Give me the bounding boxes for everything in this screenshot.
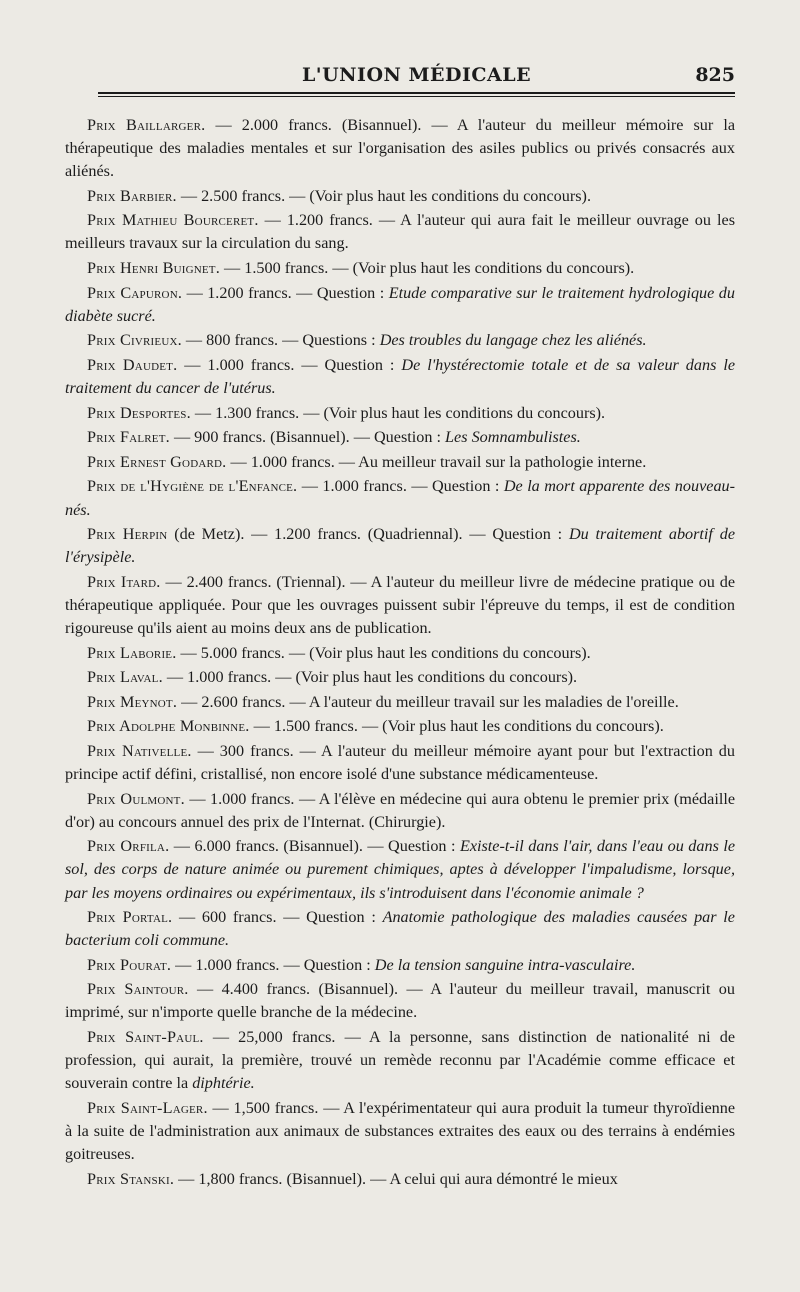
- prize-name: Prix Itard.: [87, 572, 161, 591]
- prize-name: Prix Stanski.: [87, 1169, 175, 1188]
- prize-entry: [65, 835, 735, 904]
- prize-description: — 4.400 francs. (Bisannuel). — A l'auteur du meilleur travail, manuscrit ou imprimé, sur n'importe quelle branche de la médecine.: [65, 980, 735, 1022]
- prize-name: Prix Henri Buignet.: [87, 259, 220, 278]
- prize-entry: [65, 185, 735, 208]
- prize-entry: [65, 402, 735, 425]
- prize-name: Prix Saintour.: [87, 980, 189, 999]
- prize-entry: [65, 451, 735, 474]
- prize-entry: [65, 1097, 735, 1166]
- prize-description: (de Metz). — 1.200 francs. (Quadriennal). — Question :: [174, 525, 563, 544]
- prize-entry: [65, 354, 735, 400]
- prize-description: — 1,500 francs. — A l'expérimentateur qui aura produit la tumeur thyroïdienne à la suite de l'administration aux animaux de substances extraites des eaux ou des terrains à endémies goitreuses.: [65, 1098, 736, 1164]
- prize-name: Prix Laborie.: [87, 643, 177, 662]
- prize-description: — 6.000 francs. (Bisannuel). — Question :: [173, 837, 456, 856]
- prize-description: — 25,000 francs. — A la personne, sans distinction de nationalité ni de profession, qui aurait, la première, trouvé un remède reconnu par l'Académie comme efficace et souverain contre la: [65, 1028, 736, 1093]
- prize-description: — 1.000 francs. — Question :: [175, 955, 371, 974]
- prize-question: Anatomie pathologique des maladies causées par le bacterium coli commune.: [65, 908, 735, 950]
- journal-title: L'UNION MÉDICALE: [301, 64, 532, 86]
- prize-name: Prix Pourat.: [87, 955, 172, 974]
- prize-name: Prix Ernest Godard.: [87, 452, 227, 471]
- prize-entry: [65, 329, 735, 352]
- prize-description: — 1.500 francs. — (Voir plus haut les conditions du concours).: [253, 717, 664, 736]
- prize-entry: [65, 475, 735, 521]
- prize-entry: [65, 523, 735, 569]
- prize-name: Prix Mathieu Bourceret.: [87, 211, 259, 230]
- prize-question: Etude comparative sur le traitement hydrologique du diabète sucré.: [65, 283, 735, 325]
- prize-list: [65, 114, 735, 1192]
- prize-name: Prix de l'Hygiène de l'Enfance.: [87, 477, 298, 496]
- prize-name: Prix Portal.: [87, 908, 173, 927]
- prize-entry: [65, 906, 735, 952]
- prize-name: Prix Falret.: [87, 428, 170, 447]
- prize-entry: [65, 282, 735, 328]
- prize-description: — 300 francs. — A l'auteur du meilleur mémoire ayant pour but l'extraction du principe actif défini, cristallisé, non encore isolé d'une substance médicamenteuse.: [65, 741, 735, 784]
- prize-name: Prix Civrieux.: [87, 331, 182, 350]
- prize-question: Des troubles du langage chez les aliénés.: [379, 331, 647, 350]
- prize-question: De la mort apparente des nouveau-nés.: [65, 477, 736, 519]
- prize-description: — 1.500 francs. — (Voir plus haut les conditions du concours).: [224, 259, 635, 278]
- prize-entry: [65, 571, 735, 640]
- prize-question: Les Somnambulistes.: [445, 428, 581, 447]
- prize-name: Prix Barbier.: [87, 186, 177, 205]
- prize-name: Prix Desportes.: [87, 403, 191, 422]
- prize-question: De l'hystérectomie totale et de sa valeur dans le traitement du cancer de l'utérus.: [65, 355, 736, 398]
- prize-question: diphtérie.: [192, 1074, 255, 1093]
- prize-question: Du traitement abortif de l'érysipèle.: [65, 525, 735, 567]
- prize-entry: [65, 691, 735, 714]
- prize-entry: [65, 257, 735, 280]
- prize-question: De la tension sanguine intra-vasculaire.: [374, 955, 636, 974]
- prize-description: — 1.000 francs. — Au meilleur travail sur la pathologie interne.: [230, 452, 647, 471]
- page-number: 825: [695, 64, 735, 86]
- prize-entry: [65, 209, 735, 255]
- prize-name: Prix Daudet.: [87, 355, 178, 374]
- prize-description: — 1.200 francs. — A l'auteur qui aura fait le meilleur ouvrage ou les meilleurs travaux sur la circulation du sang.: [65, 211, 735, 253]
- prize-entry: [65, 788, 735, 834]
- prize-name: Prix Meynot.: [87, 692, 178, 711]
- prize-entry: [65, 1168, 735, 1191]
- prize-description: — 1,800 francs. (Bisannuel). — A celui qui aura démontré le mieux: [178, 1169, 618, 1188]
- prize-description: — 2.000 francs. (Bisannuel). — A l'auteur du meilleur mémoire sur la thérapeutique des maladies mentales et sur l'organisation des asiles publics ou privés consacrés aux aliénés.: [65, 116, 736, 181]
- prize-entry: [65, 642, 735, 665]
- prize-name: Prix Saint-Paul.: [87, 1028, 204, 1047]
- header-rule: [98, 92, 735, 94]
- prize-name: Prix Capuron.: [87, 283, 183, 302]
- prize-description: — 5.000 francs. — (Voir plus haut les conditions du concours).: [180, 643, 591, 662]
- prize-name: Prix Orfila.: [87, 837, 170, 856]
- header-rule-thin: [98, 96, 735, 97]
- prize-description: — 1.300 francs. — (Voir plus haut les conditions du concours).: [194, 403, 606, 422]
- prize-description: — 1.000 francs. — Question :: [184, 355, 395, 374]
- prize-entry: [65, 954, 735, 977]
- prize-description: — 800 francs. — Questions :: [185, 331, 376, 350]
- prize-entry: [65, 114, 735, 183]
- prize-entry: [65, 715, 735, 738]
- prize-name: Prix Baillarger.: [87, 116, 206, 134]
- prize-name: Prix Adolphe Monbinne.: [87, 717, 250, 736]
- prize-description: — 1.000 francs. — (Voir plus haut les conditions du concours).: [166, 668, 578, 687]
- prize-name: Prix Oulmont.: [87, 789, 185, 808]
- prize-description: — 2.400 francs. (Triennal). — A l'auteur du meilleur livre de médecine pratique ou de thérapeutique appliquée. Pour que les ouvrages puissent subir l'épreuve du temps, il est de condition rigoureuse qu'ils aient au moins deux ans de publication.: [65, 572, 736, 637]
- running-header: [98, 56, 735, 86]
- prize-description: — 2.600 francs. — A l'auteur du meilleur travail sur les maladies de l'oreille.: [181, 692, 679, 711]
- prize-description: — 600 francs. — Question :: [178, 908, 376, 927]
- prize-description: — 900 francs. (Bisannuel). — Question :: [173, 428, 441, 447]
- prize-description: — 1.000 francs. — A l'élève en médecine qui aura obtenu le premier prix (médaille d'or) au concours annuel des prix de l'Internat. (Chirurgie).: [65, 789, 736, 831]
- prize-name: Prix Laval.: [87, 668, 163, 687]
- prize-description: — 1.000 francs. — Question :: [301, 477, 500, 496]
- prize-entry: [65, 740, 735, 786]
- prize-name: Prix Herpin: [87, 525, 168, 544]
- prize-description: — 1.200 francs. — Question :: [186, 283, 385, 302]
- prize-name: Prix Saint-Lager.: [87, 1098, 208, 1117]
- prize-name: Prix Nativelle.: [87, 741, 192, 760]
- prize-entry: [65, 426, 735, 449]
- prize-entry: [65, 978, 735, 1024]
- prize-description: — 2.500 francs. — (Voir plus haut les conditions du concours).: [180, 186, 591, 205]
- prize-entry: [65, 666, 735, 689]
- prize-question: Existe-t-il dans l'air, dans l'eau ou dans le sol, des corps de nature animée ou purement chimiques, aptes à développer l'impaludisme, lorsque, par les moyens ordinaires ou expérimentaux, ils s'introduisent dans l'économie animale ?: [65, 837, 736, 902]
- prize-entry: [65, 1026, 735, 1095]
